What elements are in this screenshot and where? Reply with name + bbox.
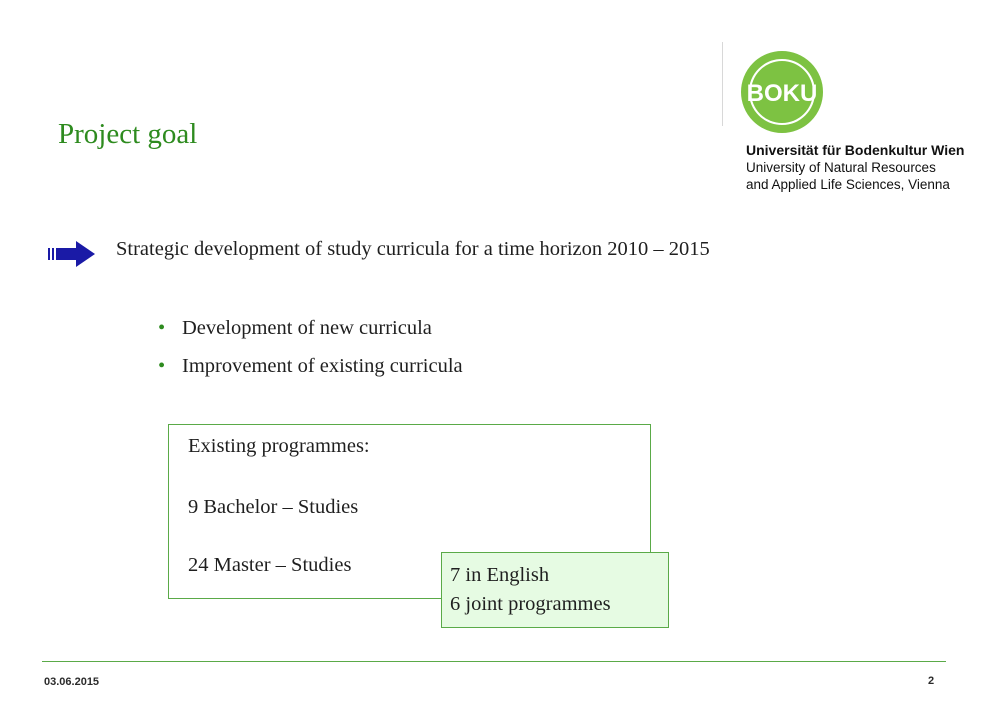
master-details-box xyxy=(441,552,669,628)
page-number: 2 xyxy=(928,675,935,687)
programmes-heading: Existing programmes: xyxy=(188,435,370,457)
university-name-english-2: and Applied Life Sciences, Vienna xyxy=(746,177,950,192)
university-name-english-1: University of Natural Resources xyxy=(746,160,936,175)
arrow-right-icon xyxy=(46,240,96,268)
bullet-dot: • xyxy=(158,317,166,339)
bullet-text: Improvement of existing curricula xyxy=(182,355,463,377)
logo-divider xyxy=(722,42,723,126)
master-count: 24 Master – Studies xyxy=(188,554,352,576)
joint-programmes: 6 joint programmes xyxy=(450,593,611,615)
boku-logo-icon xyxy=(740,50,824,134)
logo-mark-text: BOKU xyxy=(746,80,818,107)
bachelor-count: 9 Bachelor – Studies xyxy=(188,496,359,518)
bullet-item xyxy=(158,317,432,340)
slide-title: Project goal xyxy=(58,118,198,150)
bullet-text: Development of new curricula xyxy=(182,317,432,339)
university-name-german: Universität für Bodenkultur Wien xyxy=(746,142,965,158)
main-point: Strategic development of study curricula for a time horizon 2010 – 2015 xyxy=(116,238,710,260)
bullet-item xyxy=(158,355,463,378)
footer-date: 03.06.2015 xyxy=(44,676,100,688)
university-name xyxy=(746,142,978,193)
bullet-dot: • xyxy=(158,355,166,377)
english-programmes: 7 in English xyxy=(450,564,550,586)
footer-divider xyxy=(42,661,946,662)
